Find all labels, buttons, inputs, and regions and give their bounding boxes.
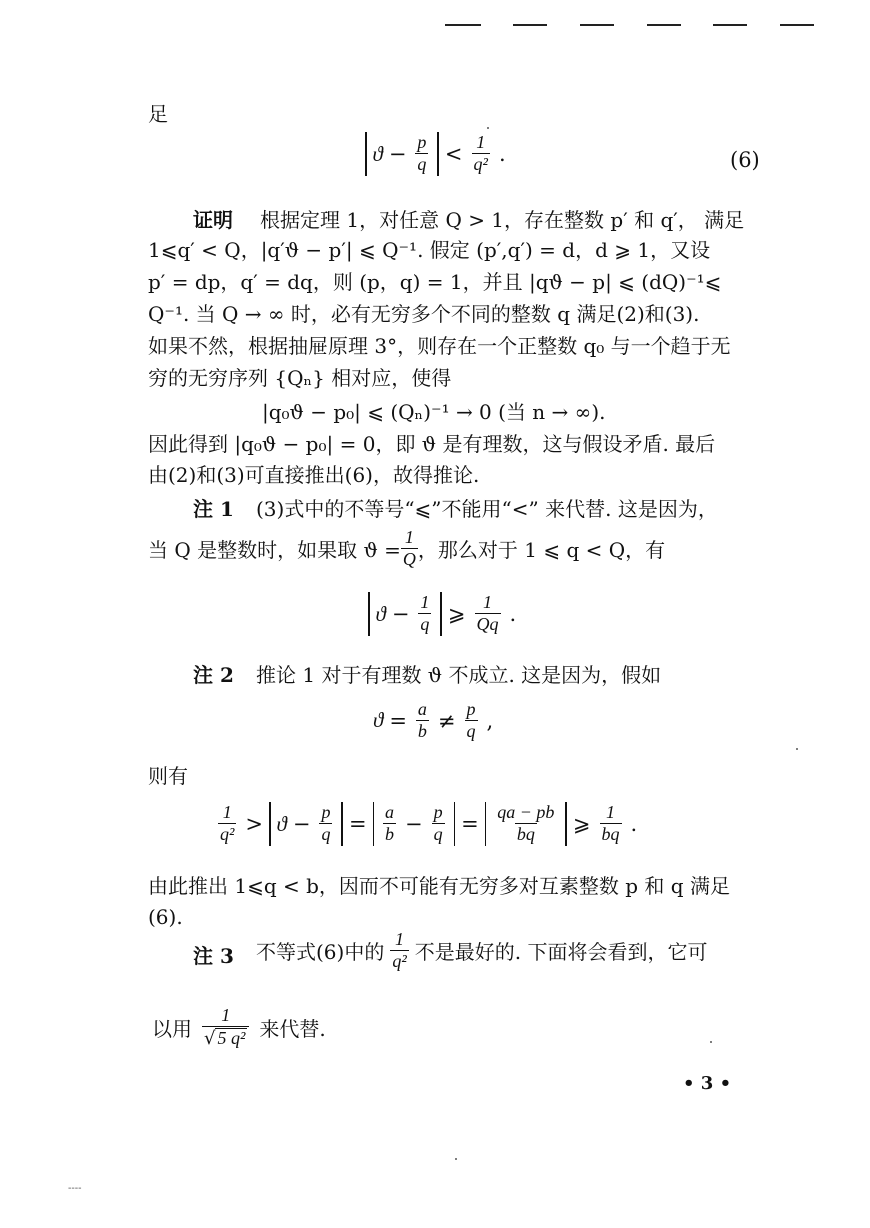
equation-number: (6)	[730, 148, 760, 172]
equation-6: ϑ − $\frac{p}{q}$ < 1 q² .	[362, 132, 509, 176]
header-rule	[713, 24, 747, 26]
header-rule	[780, 24, 814, 26]
note2-then: 则有	[148, 764, 188, 788]
note3-label: 注 3	[193, 944, 234, 968]
footer-mark: ----	[68, 1183, 82, 1194]
proof-line: 因此得到 |q₀ϑ − p₀| = 0，即 ϑ 是有理数，这与假设矛盾. 最后	[148, 432, 716, 456]
scan-speck	[487, 127, 489, 129]
note2-line: 由此推出 1⩽q < b，因而不可能有无穷多对互素整数 p 和 q 满足	[148, 874, 730, 898]
note1-label: 注 1	[193, 497, 234, 521]
proof-line: 1⩽q′ < Q，|q′ϑ − p′| ⩽ Q⁻¹. 假定 (p′,q′) = d，d ⩾ 1，又设	[148, 238, 711, 262]
scan-speck	[796, 748, 798, 750]
proof-line: 穷的无穷序列 {Qₙ} 相对应，使得	[148, 366, 452, 390]
note2-equation-2: 1 q² > ϑ − $\frac{p}{q}$ = a b − $\frac{p}{q}$ = qa − pb bq ⩾ 1 bq .	[220, 802, 638, 844]
header-rule	[513, 24, 547, 26]
note1-line: 当 Q 是整数时，如果取 ϑ = $\frac{1}{Q}$ ，那么对于 1 ⩽ q < Q，有	[148, 527, 666, 569]
proof-line: 如果不然，根据抽屉原理 3°，则存在一个正整数 q₀ 与一个趋于无	[148, 334, 731, 358]
note2-line: 推论 1 对于有理数 ϑ 不成立. 这是因为，假如	[256, 663, 662, 687]
proof-line: 由(2)和(3)可直接推出(6)，故得推论.	[148, 463, 480, 487]
lead-word: 足	[148, 102, 168, 126]
proof-line: 根据定理 1，对任意 Q > 1，存在整数 p′ 和 q′， 满足	[260, 208, 745, 232]
note2-label: 注 2	[193, 663, 234, 687]
proof-line: Q⁻¹. 当 Q → ∞ 时，必有无穷多个不同的整数 q 满足(2)和(3).	[148, 302, 700, 326]
scan-speck	[455, 1158, 457, 1160]
note1-equation: ϑ − $\frac{1}{q}$ ⩾ 1 Qq .	[365, 592, 519, 636]
proof-label: 证明	[193, 208, 233, 232]
note1-line: (3)式中的不等号“⩽”不能用“<” 来代替. 这是因为，	[256, 497, 718, 521]
note3-line: 不等式(6)中的 1 q² 不是最好的. 下面将会看到，它可	[256, 929, 708, 971]
proof-formula: |q₀ϑ − p₀| ⩽ (Qₙ)⁻¹ → 0 (当 n → ∞).	[262, 400, 606, 424]
header-rule	[445, 24, 481, 26]
note2-equation-1: ϑ = $\frac{a}{b}$ ≠ p q ,	[373, 699, 494, 741]
note3-line: 以用 1 √ 5 q² 来代替.	[152, 1005, 326, 1049]
page-number: • 3 •	[683, 1073, 732, 1094]
scan-speck	[710, 1041, 712, 1043]
header-rule	[580, 24, 614, 26]
note2-line: (6).	[148, 905, 183, 929]
proof-line: p′ = dp，q′ = dq，则 (p，q) = 1，并且 |qϑ − p| ⩽ (dQ)⁻¹⩽	[148, 270, 722, 294]
header-rule	[647, 24, 681, 26]
